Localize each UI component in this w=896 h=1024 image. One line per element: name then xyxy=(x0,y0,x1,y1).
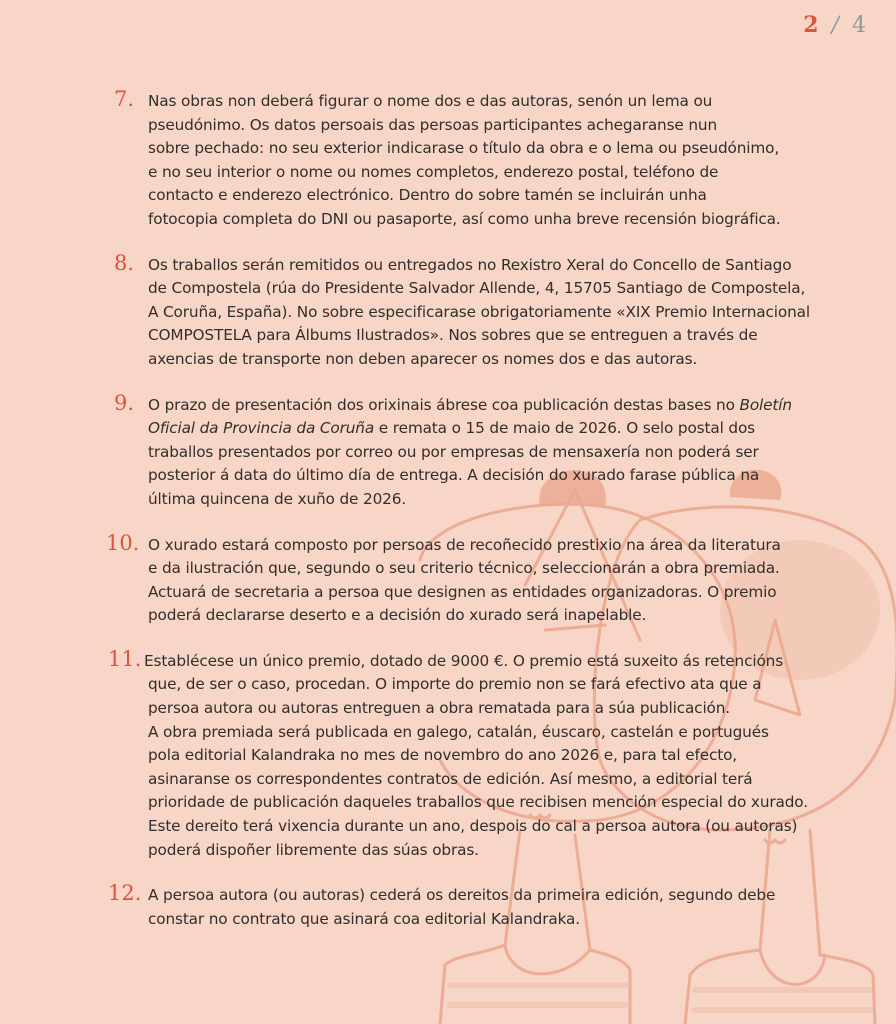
clause-12 xyxy=(108,881,874,931)
text-line: pseudónimo. Os datos persoais das persoas participantes achegaranse nun xyxy=(148,115,718,134)
clause-number: 8. xyxy=(114,250,135,275)
text-line: Actuará de secretaria a persoa que designen as entidades organizadoras. O premio xyxy=(148,582,777,601)
text-line: Este dereito terá vixencia durante un ano, despois do cal a persoa autora (ou autoras) xyxy=(148,817,798,836)
clause-text xyxy=(148,394,874,512)
text-line: constar no contrato que asinará coa editorial Kalandraka. xyxy=(148,909,580,928)
clause-number: 11. xyxy=(108,646,142,671)
text-line: COMPOSTELA para Álbums Ilustrados». Nos sobres que se entreguen a través de xyxy=(148,326,758,345)
clause-text xyxy=(148,884,874,931)
text-line: asinaranse os correspondentes contratos de edición. Así mesmo, a editorial terá xyxy=(148,769,753,788)
text-line: Nas obras non deberá figurar o nome dos e das autoras, senón un lema ou xyxy=(148,92,713,110)
text-line: última quincena de xuño de 2026. xyxy=(148,489,407,508)
total-pages: 4 xyxy=(852,13,868,38)
publication-title: Boletín xyxy=(739,395,792,414)
clause-8 xyxy=(114,250,874,372)
text-line: que, de ser o caso, procedan. O importe do premio non se fará efectivo ata que a xyxy=(148,675,762,694)
text-fragment: O prazo de presentación dos orixinais ábrese coa publicación destas bases no xyxy=(148,395,740,414)
text-line: posterior á data do último día de entrega. A decisión do xurado farase pública na xyxy=(148,466,760,485)
clause-number: 9. xyxy=(114,390,135,415)
text-line: Os traballos serán remitidos ou entregados no Rexistro Xeral do Concello de Santiago xyxy=(148,255,792,274)
text-line: A persoa autora (ou autoras) cederá os dereitos da primeira edición, segundo debe xyxy=(148,886,776,905)
text-line: A Coruña, España). No sobre especificarase obrigatoriamente «XIX Premio Internacional xyxy=(148,302,810,321)
clause-text xyxy=(148,534,874,628)
text-line: poderá declararse deserto e a decisión do xurado será inapelable. xyxy=(148,606,647,625)
text-line: e da ilustración que, segundo o seu criterio técnico, seleccionarán a obra premiada. xyxy=(148,559,780,578)
text-line: traballos presentados por correo ou por empresas de mensaxería non poderá ser xyxy=(148,442,759,461)
text-line: contacto e enderezo electrónico. Dentro do sobre tamén se incluirán unha xyxy=(148,186,707,205)
text-line xyxy=(148,417,874,441)
page-number xyxy=(803,12,868,38)
text-fragment: e remata o 15 de maio de 2026. O selo postal dos xyxy=(374,419,755,438)
clause-10 xyxy=(106,530,874,628)
clause-9 xyxy=(114,390,874,512)
clause-number: 12. xyxy=(108,881,142,906)
text-line xyxy=(148,394,874,418)
text-line: Establécese un único premio, dotado de 9000 €. O premio está suxeito ás retencións xyxy=(144,651,784,670)
text-line: O xurado estará composto por persoas de recoñecido prestixio na área da literatura xyxy=(148,535,781,554)
text-line: e no seu interior o nome ou nomes completos, enderezo postal, teléfono de xyxy=(148,162,719,181)
text-line: pola editorial Kalandraka no mes de novembro do ano 2026 e, para tal efecto, xyxy=(148,746,737,765)
text-line: sobre pechado: no seu exterior indicarase o título da obra e o lema ou pseudónimo, xyxy=(148,139,780,158)
text-line: axencias de transporte non deben aparecer os nomes dos e das autoras. xyxy=(148,349,698,368)
clause-number: 7. xyxy=(114,87,135,111)
page-separator: / xyxy=(831,13,841,38)
current-page: 2 xyxy=(803,12,821,38)
text-line: A obra premiada será publicada en galego, catalán, éuscaro, castelán e portugués xyxy=(148,722,769,741)
clause-text xyxy=(148,254,874,372)
publication-title: Oficial da Provincia da Coruña xyxy=(148,419,375,438)
text-line: persoa autora ou autoras entreguen a obra rematada para a súa publicación. xyxy=(148,699,731,718)
clause-11 xyxy=(108,646,874,862)
text-line: fotocopia completa do DNI ou pasaporte, así como unha breve recensión biográfica. xyxy=(148,209,781,228)
clause-7 xyxy=(114,87,874,232)
clause-text xyxy=(144,650,874,862)
rules-list xyxy=(106,87,874,953)
clause-text xyxy=(148,90,874,232)
clause-number: 10. xyxy=(106,530,140,555)
text-line: de Compostela (rúa do Presidente Salvador Allende, 4, 15705 Santiago de Compostela, xyxy=(148,279,806,298)
text-line: prioridade de publicación daqueles traballos que recibisen mención especial do xurado. xyxy=(148,793,808,812)
text-line: poderá dispoñer libremente das súas obras. xyxy=(148,840,479,859)
